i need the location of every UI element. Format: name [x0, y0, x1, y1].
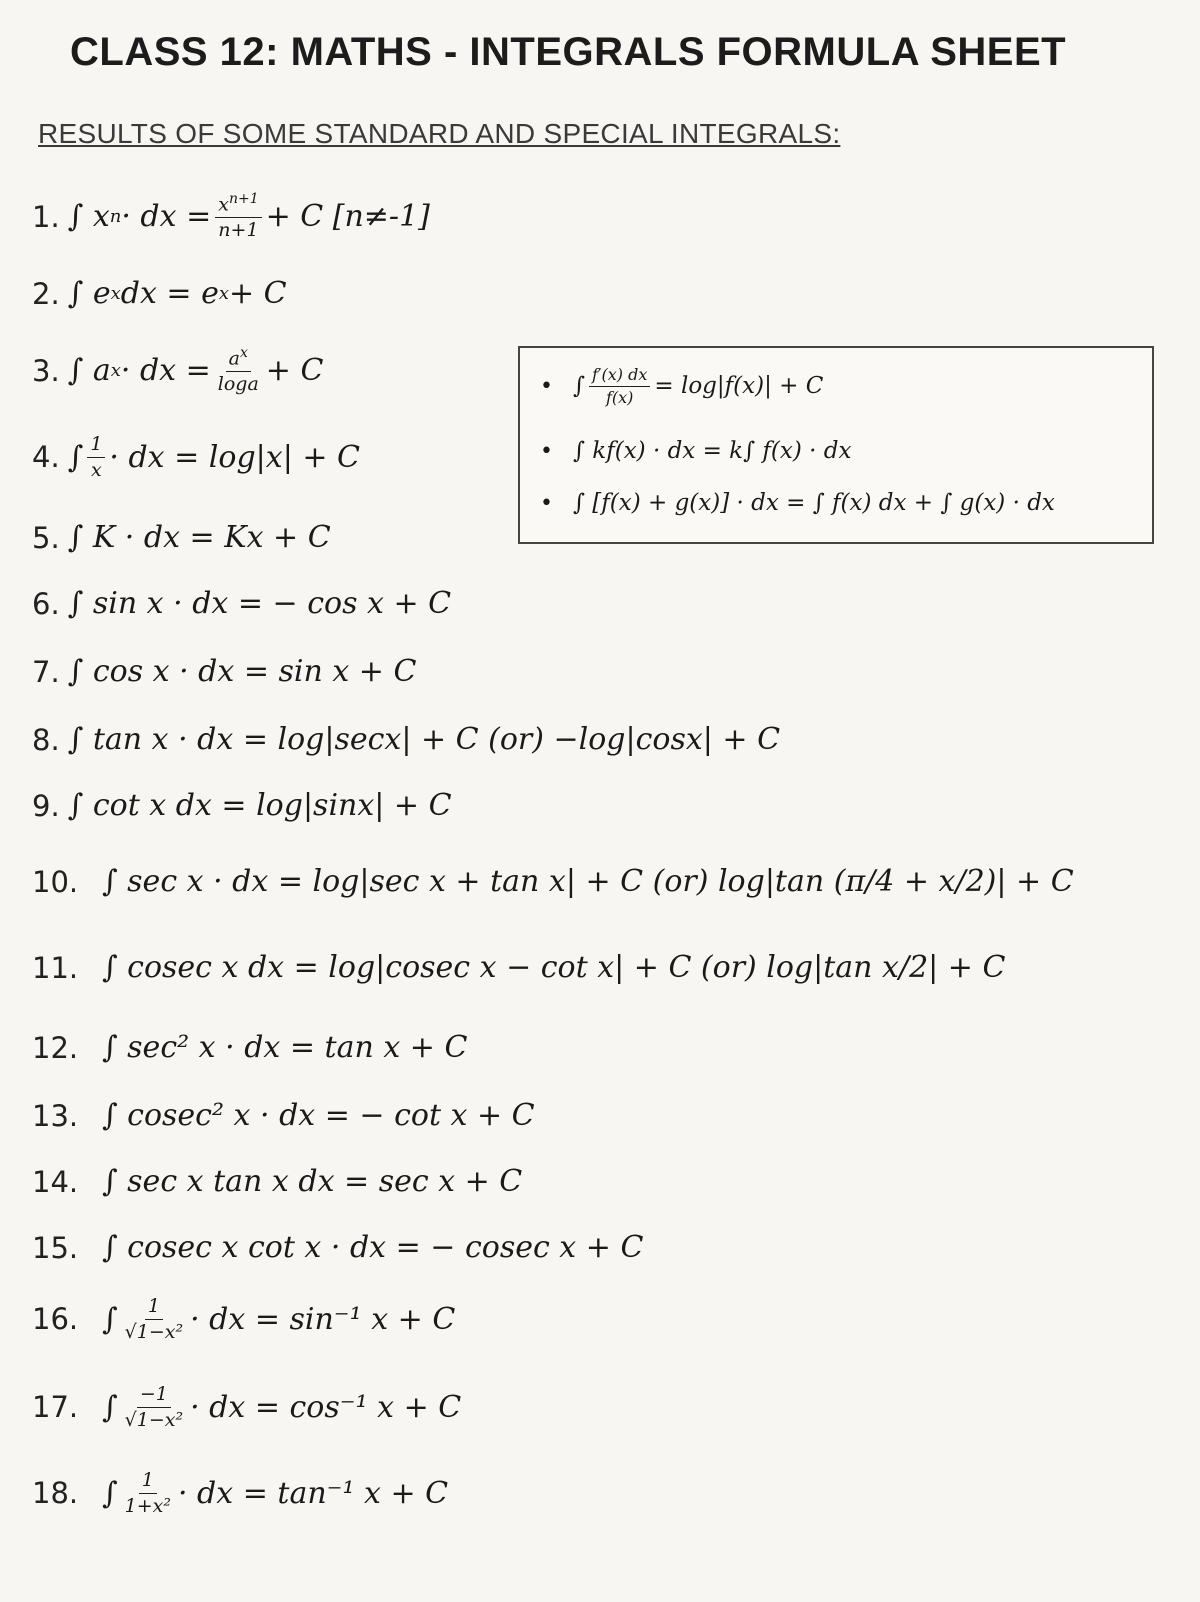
- formula-rhs: · dx = cos⁻¹ x + C: [190, 1389, 462, 1425]
- formula-fraction: [215, 192, 261, 241]
- fraction-numerator: 1: [145, 1296, 163, 1320]
- formula-number: 10.: [32, 864, 79, 899]
- page-title: CLASS 12: MATHS - INTEGRALS FORMULA SHEET: [70, 30, 1067, 74]
- formula-10: [32, 864, 1074, 899]
- properties-box: [518, 346, 1154, 544]
- formula-13: [32, 1098, 535, 1133]
- formula-rhs: · dx = sin⁻¹ x + C: [190, 1301, 456, 1337]
- fraction-numerator-exponent: x: [239, 345, 248, 361]
- fraction-numerator: 1: [87, 434, 105, 458]
- fraction-numerator: −1: [137, 1384, 171, 1408]
- formula-rhs: + C: [229, 276, 287, 311]
- property-fraction: [589, 366, 650, 406]
- formula-exponent: n: [109, 206, 122, 228]
- bullet-icon: •: [540, 438, 553, 464]
- fraction-denominator: √1−x²: [124, 1408, 184, 1431]
- formula-exponent: x: [218, 283, 229, 304]
- formula-rhs: dx = e: [120, 276, 219, 311]
- fraction-denominator: 1+x²: [124, 1494, 171, 1517]
- bullet-icon: •: [540, 490, 553, 516]
- formula-number: 7.: [32, 654, 60, 689]
- formula-text: ∫ cosec x dx = log|cosec x − cot x| + C (or) log|tan x/2| + C: [102, 950, 1006, 985]
- property-rhs: = log|f(x)| + C: [654, 373, 824, 400]
- fraction-numerator: f′(x) dx: [589, 366, 650, 387]
- formula-number: 11.: [32, 950, 79, 985]
- property-2: [540, 438, 851, 464]
- formula-text: ∫ tan x · dx = log|secx| + C (or) −log|cosx| + C: [67, 722, 781, 757]
- formula-text: ∫ sec x · dx = log|sec x + tan x| + C (or) log|tan (π/4 + x/2)| + C: [102, 864, 1074, 899]
- formula-mid: · dx =: [121, 199, 212, 235]
- property-3: [540, 490, 1055, 516]
- bullet-icon: •: [540, 373, 553, 399]
- formula-number: 5.: [32, 520, 60, 555]
- fraction-denominator: loga: [217, 373, 259, 396]
- fraction-numerator: a: [228, 347, 240, 370]
- formula-mid: · dx =: [120, 353, 211, 389]
- formula-number: 1.: [32, 199, 60, 234]
- formula-5: [32, 520, 331, 555]
- formula-rhs: · dx = log|x| + C: [109, 439, 360, 475]
- formula-number: 6.: [32, 586, 60, 621]
- formula-text: ∫ K · dx = Kx + C: [67, 520, 331, 555]
- formula-17: [32, 1384, 461, 1431]
- formula-number: 9.: [32, 788, 60, 823]
- formula-rhs: · dx = tan⁻¹ x + C: [177, 1475, 449, 1511]
- formula-fraction: [122, 1296, 186, 1343]
- formula-18: [32, 1470, 448, 1517]
- formula-exponent: x: [110, 283, 121, 304]
- formula-number: 16.: [32, 1302, 79, 1337]
- formula-fraction: [215, 346, 262, 395]
- formula-lhs: ∫: [67, 439, 84, 475]
- fraction-denominator: n+1: [218, 219, 259, 242]
- fraction-numerator: x: [218, 193, 229, 216]
- formula-9: [32, 788, 452, 823]
- formula-number: 15.: [32, 1230, 79, 1265]
- formula-15: [32, 1230, 643, 1265]
- formula-4: [32, 434, 360, 481]
- formula-12: [32, 1030, 467, 1065]
- formula-number: 8.: [32, 722, 60, 757]
- formula-6: [32, 586, 451, 621]
- formula-number: 2.: [32, 276, 60, 311]
- formula-14: [32, 1164, 522, 1199]
- formula-text: ∫ sec² x · dx = tan x + C: [102, 1030, 468, 1065]
- integral-symbol: ∫: [572, 373, 585, 400]
- formula-lhs: ∫ x: [67, 199, 110, 235]
- formula-fraction: [122, 1470, 174, 1517]
- formula-7: [32, 654, 416, 689]
- formula-lhs: ∫: [102, 1389, 118, 1425]
- formula-number: 18.: [32, 1476, 79, 1511]
- property-1: [540, 366, 823, 406]
- formula-text: ∫ cosec x cot x · dx = − cosec x + C: [102, 1230, 644, 1265]
- fraction-denominator: f(x): [605, 387, 634, 407]
- property-text: ∫ [f(x) + g(x)] · dx = ∫ f(x) dx + ∫ g(x) · dx: [572, 490, 1055, 516]
- formula-exponent: x: [110, 360, 121, 382]
- formula-number: 3.: [32, 353, 60, 388]
- formula-text: ∫ cos x · dx = sin x + C: [67, 654, 417, 689]
- property-text: ∫ kf(x) · dx = k∫ f(x) · dx: [572, 438, 852, 464]
- formula-8: [32, 722, 780, 757]
- fraction-denominator: x: [91, 458, 102, 481]
- formula-number: 14.: [32, 1164, 79, 1199]
- formula-16: [32, 1296, 455, 1343]
- formula-text: ∫ sin x · dx = − cos x + C: [67, 586, 452, 621]
- formula-lhs: ∫ e: [67, 276, 111, 311]
- formula-3: [32, 346, 323, 395]
- section-subtitle: RESULTS OF SOME STANDARD AND SPECIAL INTEGRALS:: [38, 118, 841, 149]
- formula-text: ∫ cot x dx = log|sinx| + C: [67, 788, 452, 823]
- formula-fraction: [87, 434, 105, 481]
- formula-rhs: + C [n≠-1]: [265, 199, 430, 235]
- formula-1: [32, 192, 430, 241]
- formula-number: 4.: [32, 440, 60, 475]
- formula-number: 17.: [32, 1390, 79, 1425]
- formula-fraction: [122, 1384, 186, 1431]
- formula-number: 13.: [32, 1098, 79, 1133]
- formula-rhs: + C: [265, 353, 324, 389]
- formula-11: [32, 950, 1005, 985]
- formula-text: ∫ cosec² x · dx = − cot x + C: [102, 1098, 535, 1133]
- fraction-numerator-exponent: n+1: [228, 191, 259, 207]
- formula-2: [32, 276, 287, 311]
- formula-lhs: ∫ a: [67, 353, 111, 389]
- formula-text: ∫ sec x tan x dx = sec x + C: [102, 1164, 523, 1199]
- formula-lhs: ∫: [102, 1475, 118, 1511]
- formula-number: 12.: [32, 1030, 79, 1065]
- fraction-numerator: 1: [139, 1470, 157, 1494]
- formula-lhs: ∫: [102, 1301, 118, 1337]
- fraction-denominator: √1−x²: [124, 1320, 184, 1343]
